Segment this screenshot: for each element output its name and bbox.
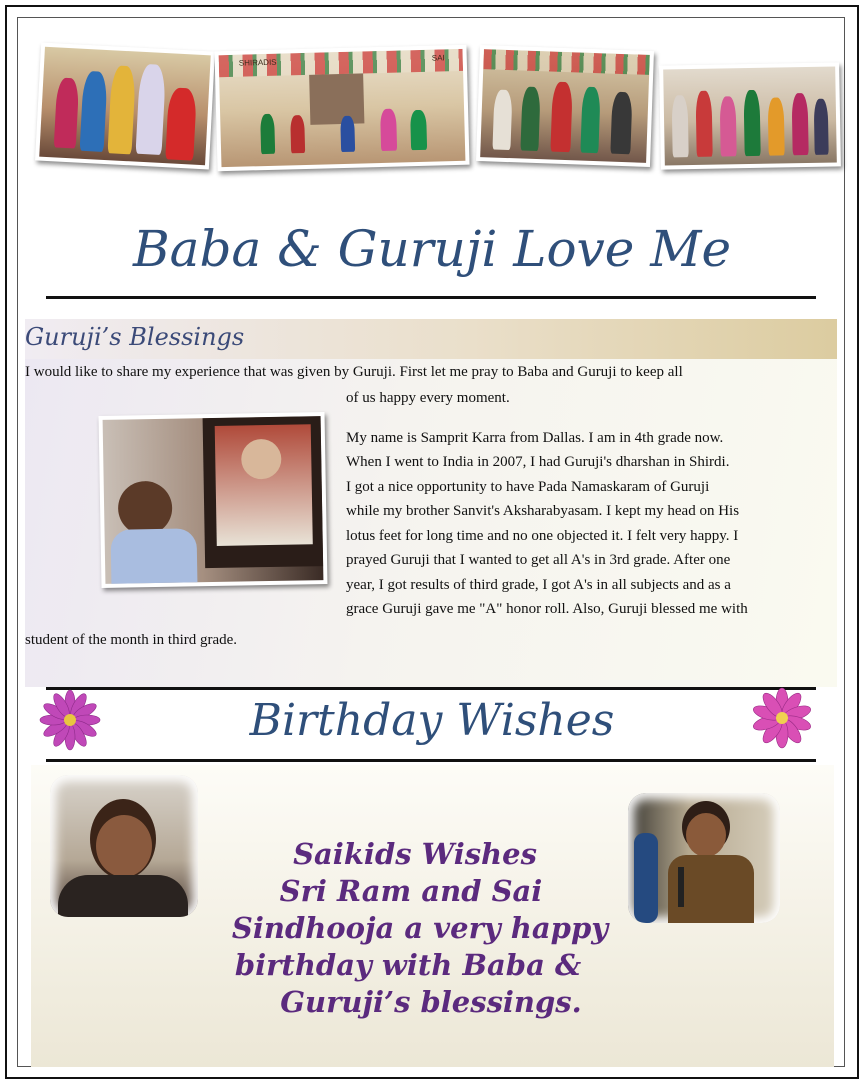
photo-children-group [476,45,654,167]
intro-line-1: I would like to share my experience that was given by Guruji. First let me pray to Baba and Guruji to keep all [25,364,683,380]
title-rule [46,296,816,299]
body-last-line: student of the month in third grade. [25,632,238,648]
photo-sindhooja [50,775,198,917]
birthday-wish [220,836,620,1021]
shirdi-label: SHIRADIS [238,57,277,68]
body-line: while my brother Sanvit's Aksharabyasam. I kept my head on His [346,503,740,519]
body-line: When I went to India in 2007, I had Guruji's dharshan in Shirdi. [346,454,730,470]
wish-line: Sri Ram and Sai [279,874,543,908]
wish-line: Saikids Wishes [293,837,537,871]
wish-line: Guruji’s blessings. [280,985,582,1019]
intro-line-2: of us happy every moment. [346,390,510,406]
sai-label: SAI [431,53,445,63]
photo-kids-dancing [35,43,215,170]
photo-samprit [99,412,328,588]
wish-line: birthday with Baba & [234,948,582,982]
body-line: grace Guruji gave me "A" honor roll. Also, Guruji blessed me with [346,601,748,617]
page-title: Baba & Guruji Love Me [132,220,732,278]
body-line: My name is Samprit Karra from Dallas. I am in 4th grade now. [346,430,724,446]
photo-sri-ram [628,793,780,923]
body-line: I got a nice opportunity to have Pada Namaskaram of Guruji [346,479,710,495]
photo-shirdi-stage [214,45,469,172]
body-line: prayed Guruji that I wanted to get all A's in 3rd grade. After one [346,552,731,568]
photo-hall-gathering [659,62,841,169]
body-line: year, I got results of third grade, I got A's in all subjects and as a [346,577,731,593]
blessings-header [25,319,837,359]
blessings-heading: Guruji’s Blessings [25,323,245,351]
birthday-rule-bottom [46,759,816,762]
birthday-heading: Birthday Wishes [249,695,615,746]
body-line: lotus feet for long time and no one objected it. I felt very happy. I [346,528,739,544]
wish-line: Sindhooja a very happy [231,911,609,945]
